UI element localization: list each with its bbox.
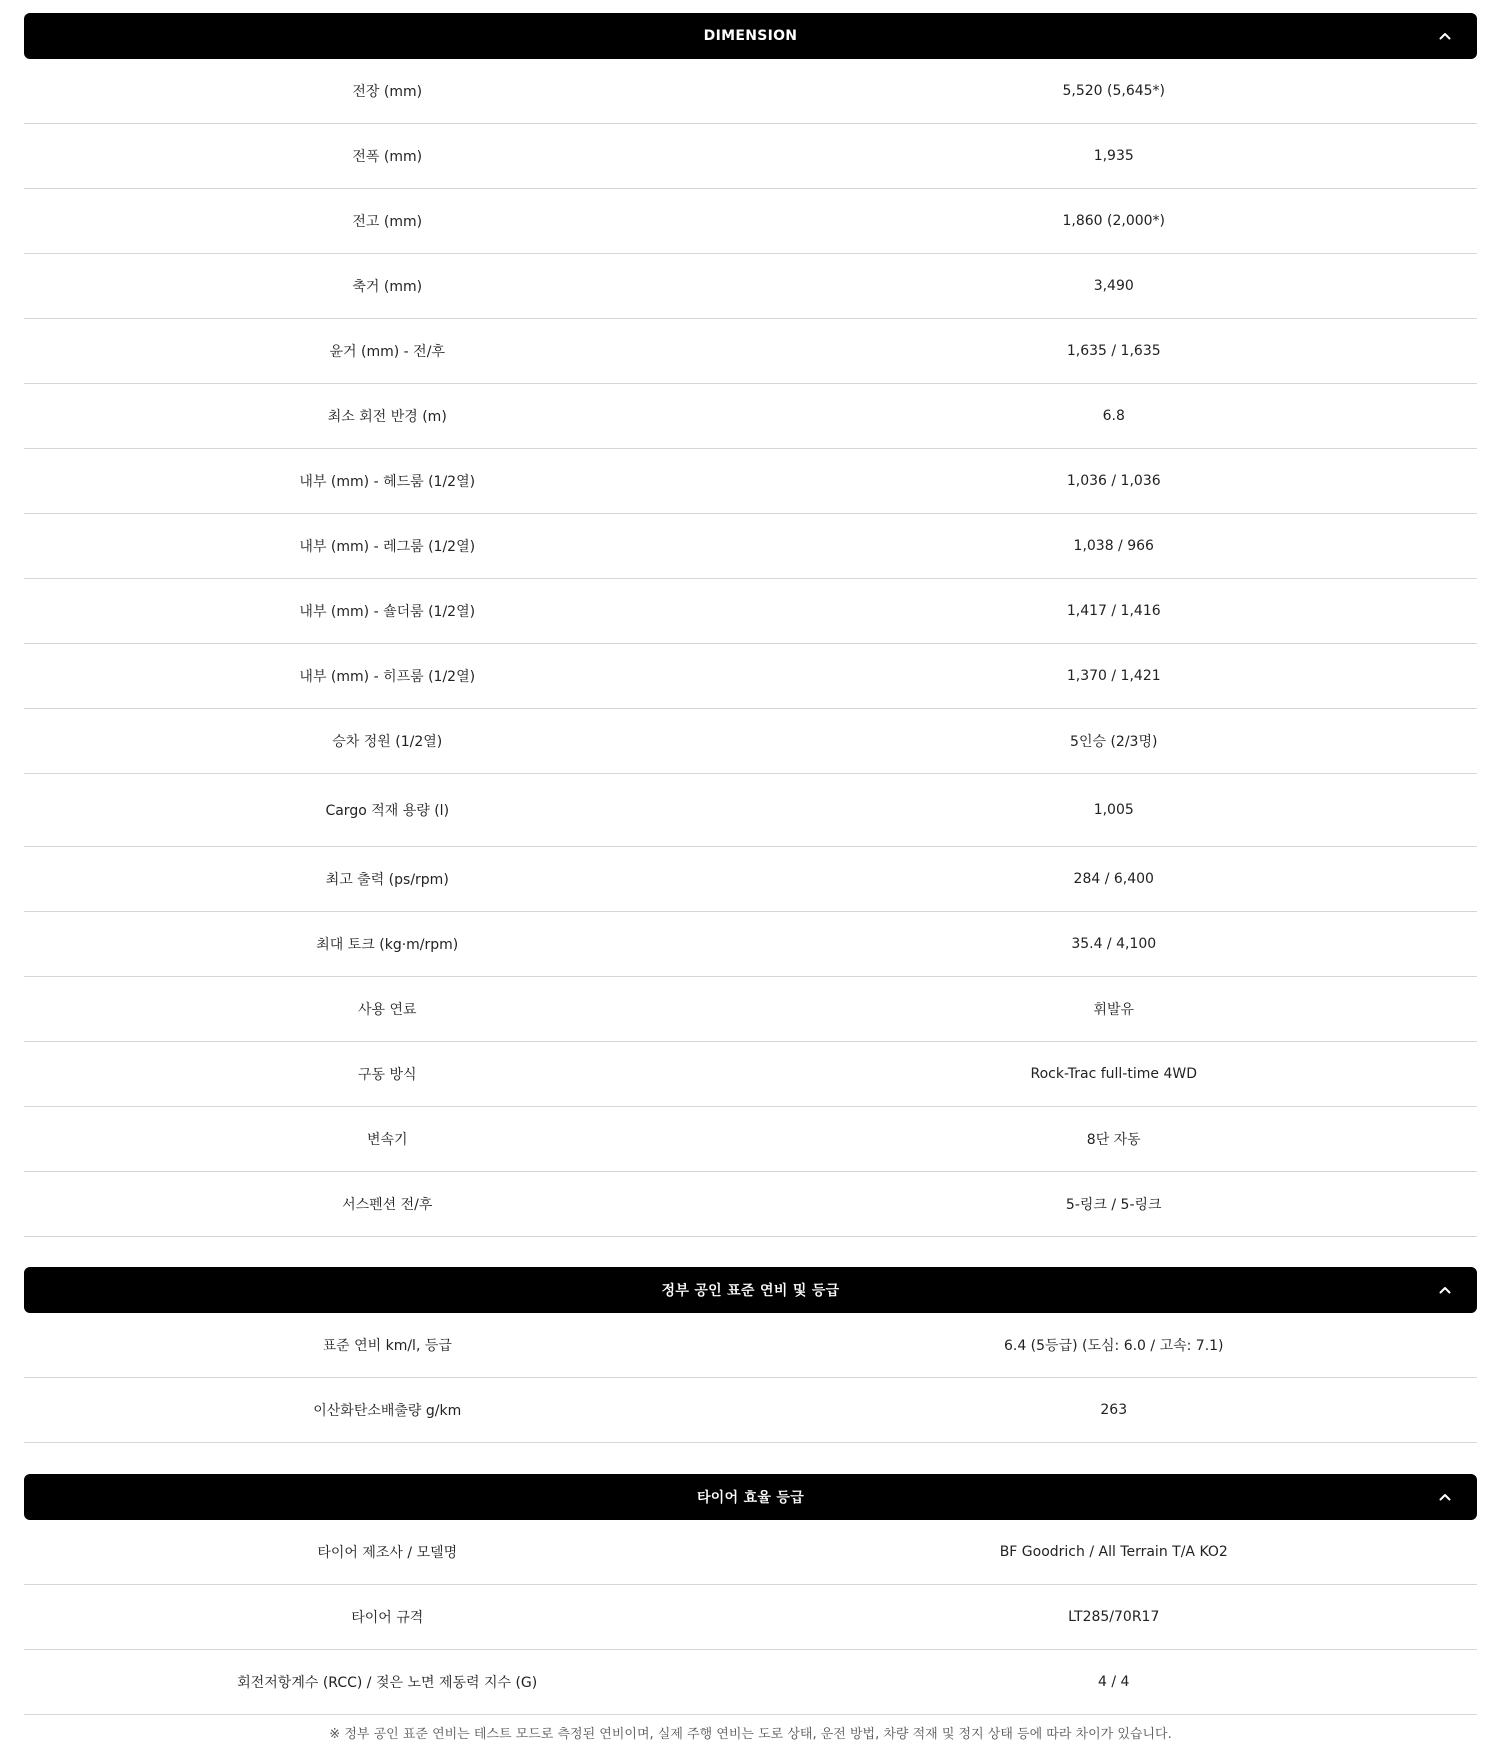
spec-row — [24, 1650, 1477, 1715]
spec-row — [24, 1172, 1477, 1237]
chevron-up-icon[interactable] — [1439, 1286, 1451, 1294]
spec-value: 1,036 / 1,036 — [1066, 473, 1161, 489]
spec-row — [24, 1520, 1477, 1585]
spec-value: 1,935 — [1093, 148, 1134, 164]
spec-label: 내부 (mm) - 숄더룸 (1/2열) — [299, 604, 476, 620]
spec-table-tire-efficiency — [24, 1520, 1477, 1715]
spec-value: 284 / 6,400 — [1073, 871, 1154, 887]
spec-label: 최고 출력 (ps/rpm) — [325, 872, 449, 888]
chevron-up-icon[interactable] — [1439, 1493, 1451, 1501]
spec-label: 내부 (mm) - 헤드룸 (1/2열) — [299, 474, 476, 490]
spec-value: 5인승 (2/3명) — [1070, 734, 1158, 750]
spec-row — [24, 579, 1477, 644]
spec-label: 타이어 규격 — [351, 1610, 424, 1626]
spec-row — [24, 514, 1477, 579]
spec-label: 전폭 (mm) — [352, 149, 423, 165]
section-title: DIMENSION — [703, 28, 798, 44]
section-title: 정부 공인 표준 연비 및 등급 — [661, 1283, 840, 1299]
spec-value: 3,490 — [1093, 278, 1134, 294]
spec-row — [24, 384, 1477, 449]
spec-row — [24, 774, 1477, 847]
spec-label: 내부 (mm) - 레그룸 (1/2열) — [299, 539, 476, 555]
spec-accordion — [24, 13, 1477, 1742]
footnote: ※ 정부 공인 표준 연비는 테스트 모드로 측정된 연비이며, 실제 주행 연비는 도로 상태, 운전 방법, 차량 적재 및 정지 상태 등에 따라 차이가 있습니다. — [329, 1727, 1172, 1742]
spec-row — [24, 847, 1477, 912]
spec-value: 35.4 / 4,100 — [1071, 936, 1157, 952]
section-spacer — [24, 1237, 1477, 1267]
spec-table-fuel-economy — [24, 1313, 1477, 1443]
spec-value: LT285/70R17 — [1068, 1609, 1160, 1625]
spec-row — [24, 254, 1477, 319]
spec-value: 1,635 / 1,635 — [1066, 343, 1161, 359]
spec-row — [24, 1107, 1477, 1172]
spec-row — [24, 912, 1477, 977]
spec-label: 전고 (mm) — [352, 214, 423, 230]
spec-row — [24, 1585, 1477, 1650]
spec-label: 타이어 제조사 / 모델명 — [317, 1545, 458, 1561]
spec-value: 6.8 — [1102, 408, 1125, 424]
spec-value: 8단 자동 — [1086, 1132, 1141, 1148]
spec-row — [24, 449, 1477, 514]
spec-label: 윤거 (mm) - 전/후 — [329, 344, 445, 360]
spec-label: 서스펜션 전/후 — [342, 1197, 433, 1213]
spec-label: 이산화탄소배출량 g/km — [313, 1403, 462, 1419]
spec-row — [24, 977, 1477, 1042]
section-header-tire-efficiency[interactable] — [24, 1474, 1477, 1520]
spec-value: 263 — [1100, 1402, 1128, 1418]
spec-value: 1,860 (2,000*) — [1062, 213, 1166, 229]
spec-row — [24, 644, 1477, 709]
spec-row — [24, 1378, 1477, 1443]
spec-row — [24, 319, 1477, 384]
spec-value: 휘발유 — [1093, 1002, 1135, 1018]
spec-label: 표준 연비 km/l, 등급 — [322, 1338, 452, 1354]
section-title: 타이어 효율 등급 — [696, 1490, 805, 1506]
spec-label: 회전저항계수 (RCC) / 젖은 노면 제동력 지수 (G) — [237, 1675, 538, 1691]
spec-label: 축거 (mm) — [352, 279, 423, 295]
spec-row — [24, 189, 1477, 254]
spec-table-dimension — [24, 59, 1477, 1237]
spec-value: 6.4 (5등급) (도심: 6.0 / 고속: 7.1) — [1003, 1338, 1224, 1354]
spec-value: 1,005 — [1093, 802, 1134, 818]
spec-label: 내부 (mm) - 히프룸 (1/2열) — [299, 669, 476, 685]
spec-value: 5,520 (5,645*) — [1062, 83, 1166, 99]
spec-row — [24, 124, 1477, 189]
spec-label: Cargo 적재 용량 (l) — [325, 803, 450, 819]
spec-value: 4 / 4 — [1098, 1674, 1130, 1690]
spec-value: 1,417 / 1,416 — [1066, 603, 1161, 619]
spec-label: 사용 연료 — [357, 1002, 417, 1018]
spec-value: 1,370 / 1,421 — [1066, 668, 1161, 684]
chevron-up-icon[interactable] — [1439, 32, 1451, 40]
spec-value: Rock-Trac full-time 4WD — [1030, 1066, 1197, 1082]
spec-label: 전장 (mm) — [352, 84, 423, 100]
spec-label: 최대 토크 (kg·m/rpm) — [316, 937, 459, 953]
section-spacer — [24, 1443, 1477, 1474]
spec-row — [24, 709, 1477, 774]
spec-value: BF Goodrich / All Terrain T/A KO2 — [999, 1544, 1228, 1560]
spec-label: 변속기 — [366, 1132, 408, 1148]
spec-label: 최소 회전 반경 (m) — [327, 409, 447, 425]
section-header-dimension[interactable] — [24, 13, 1477, 59]
spec-row — [24, 1313, 1477, 1378]
spec-label: 승차 정원 (1/2열) — [332, 734, 443, 750]
spec-row — [24, 1042, 1477, 1107]
spec-value: 1,038 / 966 — [1073, 538, 1154, 554]
spec-row — [24, 59, 1477, 124]
section-header-fuel-economy[interactable] — [24, 1267, 1477, 1313]
spec-value: 5-링크 / 5-링크 — [1065, 1197, 1162, 1213]
spec-label: 구동 방식 — [357, 1067, 417, 1083]
